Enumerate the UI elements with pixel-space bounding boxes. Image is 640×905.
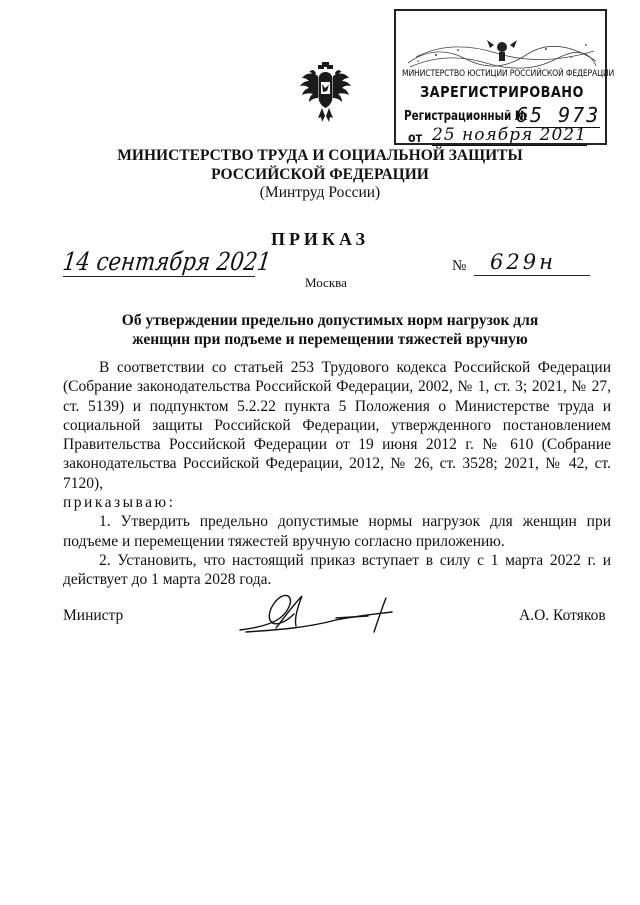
- body-order-word: приказываю:: [63, 494, 176, 512]
- coat-of-arms-icon: [298, 62, 353, 125]
- stamp-reg-label: Регистрационный №: [404, 109, 528, 124]
- signer-title: Министр: [63, 607, 124, 624]
- order-number: 629н: [490, 250, 556, 274]
- city: Москва: [305, 275, 347, 290]
- ministry-title-line1: МИНИСТЕРСТВО ТРУДА И СОЦИАЛЬНОЙ ЗАЩИТЫ: [117, 147, 523, 164]
- stamp-emblem-icon: [406, 33, 598, 69]
- signer-name: А.О. Котяков: [519, 607, 606, 624]
- document-subject: Об утверждении предельно допустимых норм нагрузок для женщин при подъеме и перемещении тяжестей вручную: [121, 312, 539, 348]
- stamp-date-prefix: от: [408, 131, 422, 146]
- number-underline: [474, 275, 590, 276]
- number-label: №: [452, 258, 467, 274]
- date-underline: [63, 276, 255, 277]
- document-body: [63, 358, 611, 590]
- body-item-2: 2. Установить, что настоящий приказ вступает в силу с 1 марта 2022 г. и действует до 1 марта 2028 года.: [63, 551, 611, 589]
- document-type: ПРИКАЗ: [270, 229, 370, 249]
- body-item-1: 1. Утвердить предельно допустимые нормы нагрузок для женщин при подъеме и перемещении тяжестей вручную согласно приложению.: [63, 513, 611, 550]
- ministry-title: [64, 146, 576, 184]
- ministry-title-line2: РОССИЙСКОЙ ФЕДЕРАЦИИ: [211, 166, 429, 183]
- stamp-date-value: 25 ноября 2021: [432, 125, 587, 145]
- stamp-status: ЗАРЕГИСТРИРОВАНО: [420, 83, 584, 101]
- stamp-ministry: МИНИСТЕРСТВО ЮСТИЦИИ РОССИЙСКОЙ ФЕДЕРАЦИИ: [402, 69, 615, 79]
- body-intro: В соответствии со статьей 253 Трудового кодекса Российской Федерации (Собрание законодательства Российской Федерации, 2002, № 1, ст. 3; 2021, № 27, ст. 5139) и подпунктом 5.2.22 пункта 5 Положения о Министерстве труда и социальной защиты Российской Федерации, утвержденного постановлением Правительства Российской Федерации от 19 июня 2012 г. № 610 (Собрание законодательства Российской Федерации, 2012, № 26, ст. 3528; 2021, № 42, ст. 7120),: [63, 359, 611, 492]
- handwritten-date: 14 сентября 2021: [61, 247, 273, 276]
- registration-stamp: [394, 9, 615, 146]
- handwritten-signature: [236, 588, 406, 638]
- stamp-reg-number: 65 973: [516, 103, 601, 127]
- ministry-short-name: (Минтруд России): [259, 184, 381, 201]
